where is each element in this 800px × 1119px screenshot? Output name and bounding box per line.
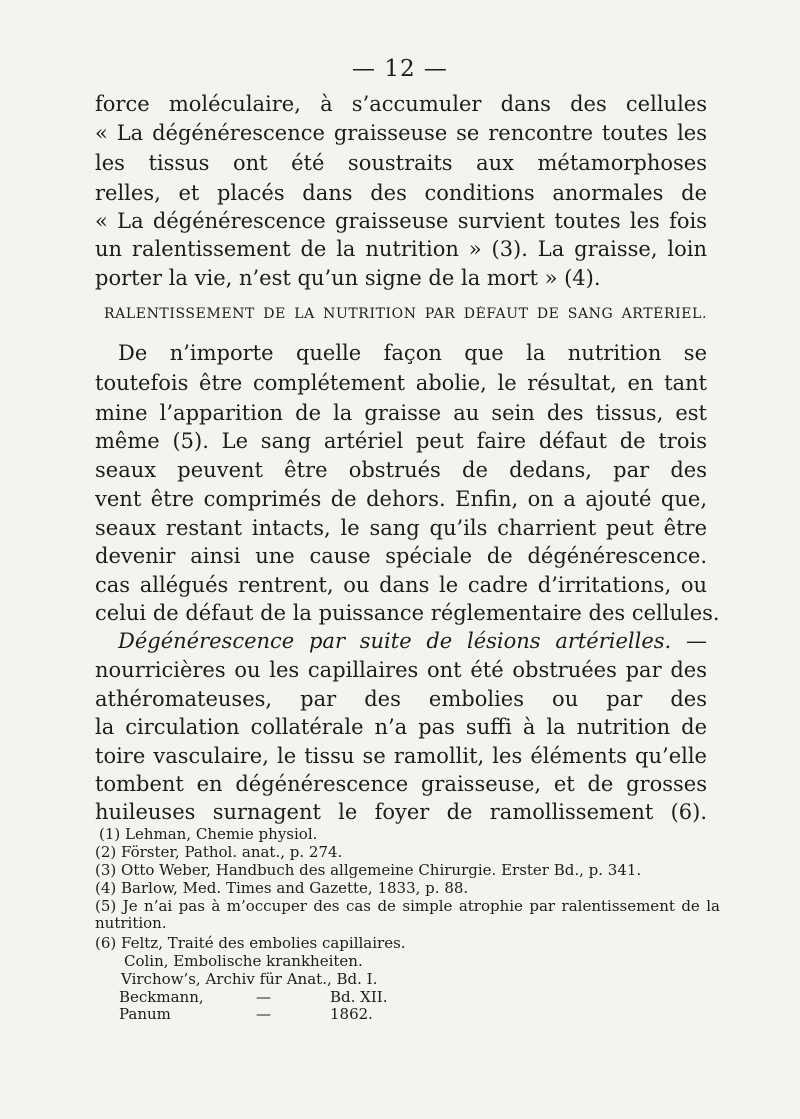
text-line: cas allégués rentrent, ou dans le cadre d’irritations, ou xyxy=(95,573,707,597)
text-line-with-italic-lead xyxy=(118,626,707,656)
footnote: (5) Je n’ai pas à m’occuper des cas de simple atrophie par ralentissement de la xyxy=(95,897,720,915)
footnote-continuation: nutrition. xyxy=(95,914,167,932)
footnote-reference: Colin, Embolische krankheiten. xyxy=(124,952,363,970)
text-line: toire vasculaire, le tissu se ramollit, les éléments qu’elle xyxy=(95,744,707,768)
text-line: huileuses surnagent le foyer de ramollissement (6). xyxy=(95,800,707,824)
text-line: athéromateuses, par des embolies ou par des xyxy=(95,687,707,711)
footnote: (2) Förster, Pathol. anat., p. 274. xyxy=(95,843,343,861)
text-line: force moléculaire, à s’accumuler dans des cellules xyxy=(95,92,707,116)
text-line: « La dégénérescence graisseuse survient toutes les fois xyxy=(95,209,707,233)
text-line: les tissus ont été soustraits aux métamorphoses xyxy=(95,151,707,175)
footnote-reference: Panum xyxy=(119,1005,171,1023)
footnote-reference: Bd. XII. xyxy=(330,988,388,1006)
text-line: celui de défaut de la puissance réglementaire des cellules. xyxy=(95,601,720,625)
text-line: seaux restant intacts, le sang qu’ils charrient peut être xyxy=(95,516,707,540)
text-line: « La dégénérescence graisseuse se rencontre toutes les xyxy=(95,121,707,145)
page-number: — 12 — xyxy=(352,56,448,82)
text-line: seaux peuvent être obstrués de dedans, par des xyxy=(95,458,707,482)
ditto-dash: — xyxy=(256,988,271,1006)
text-line: porter la vie, n’est qu’un signe de la mort » (4). xyxy=(95,266,601,290)
text-line: De n’importe quelle façon que la nutrition se xyxy=(118,341,707,365)
text-line: relles, et placés dans des conditions anormales de xyxy=(95,181,707,205)
ditto-dash: — xyxy=(256,1005,271,1023)
footnote: (1) Lehman, Chemie physiol. xyxy=(99,825,318,843)
text-line: devenir ainsi une cause spéciale de dégénérescence. xyxy=(95,544,707,568)
text-line: nourricières ou les capillaires ont été obstruées par des xyxy=(95,658,707,682)
italic-subheading: Dégénérescence par suite de lésions artérielles. xyxy=(118,629,672,653)
footnote-reference: Beckmann, xyxy=(119,988,204,1006)
text-line: même (5). Le sang artériel peut faire défaut de trois xyxy=(95,429,707,453)
text-line: la circulation collatérale n’a pas suffi à la nutrition de xyxy=(95,715,707,739)
footnote: (4) Barlow, Med. Times and Gazette, 1833, p. 88. xyxy=(95,879,469,897)
footnote-reference: Virchow’s, Archiv für Anat., Bd. I. xyxy=(121,970,378,988)
footnote: (6) Feltz, Traité des embolies capillaires. xyxy=(95,934,406,952)
text-run: — xyxy=(685,629,707,653)
footnote: (3) Otto Weber, Handbuch des allgemeine Chirurgie. Erster Bd., p. 341. xyxy=(95,861,642,879)
text-line: toutefois être complétement abolie, le résultat, en tant xyxy=(95,371,707,395)
text-line: mine l’apparition de la graisse au sein des tissus, est xyxy=(95,401,707,425)
text-line: un ralentissement de la nutrition » (3). La graisse, loin xyxy=(95,237,707,261)
text-line: vent être comprimés de dehors. Enfin, on a ajouté que, xyxy=(95,487,707,511)
footnote-reference: 1862. xyxy=(330,1005,373,1023)
text-line: tombent en dégénérescence graisseuse, et de grosses xyxy=(95,772,707,796)
section-heading: RALENTISSEMENT DE LA NUTRITION PAR DÉFAUT DE SANG ARTÉRIEL. xyxy=(104,306,707,322)
